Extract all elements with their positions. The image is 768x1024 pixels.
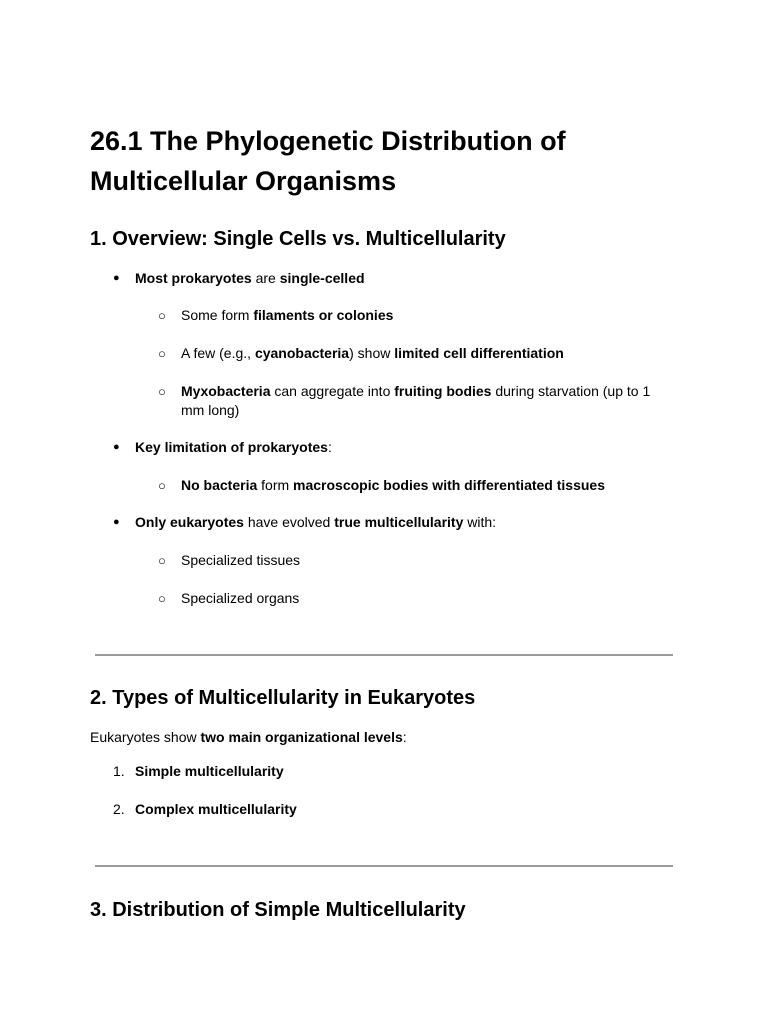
paragraph: Eukaryotes show two main organizational levels: xyxy=(90,729,407,745)
sub-bullet-marker: ○ xyxy=(158,346,166,361)
bullet-marker: ● xyxy=(113,272,120,284)
list-item: Complex multicellularity xyxy=(135,801,297,817)
list-item: Simple multicellularity xyxy=(135,763,284,779)
bullet-marker: ● xyxy=(113,516,120,528)
sub-bullet-marker: ○ xyxy=(158,553,166,568)
sub-bullet-marker: ○ xyxy=(158,591,166,606)
sub-bullet-marker: ○ xyxy=(158,384,166,399)
horizontal-rule xyxy=(95,865,673,867)
list-number: 1. xyxy=(113,763,125,779)
horizontal-rule xyxy=(95,654,673,656)
section-heading-types: 2. Types of Multicellularity in Eukaryotes xyxy=(90,687,476,709)
sub-bullet-marker: ○ xyxy=(158,478,166,493)
list-item: Specialized tissues xyxy=(181,552,301,568)
list-item: Some form filaments or colonies xyxy=(181,307,394,323)
list-item: Most prokaryotes are single-celled xyxy=(135,270,365,286)
list-item: Only eukaryotes have evolved true multicellularity with: xyxy=(135,514,497,530)
page-title: 26.1 The Phylogenetic Distribution of Multicellular Organisms xyxy=(90,126,566,196)
list-item: A few (e.g., cyanobacteria) show limited cell differentiation xyxy=(181,345,564,361)
list-item: No bacteria form macroscopic bodies with differentiated tissues xyxy=(181,477,605,493)
section-heading-overview: 1. Overview: Single Cells vs. Multicellularity xyxy=(90,228,506,250)
list-item: Specialized organs xyxy=(181,590,300,606)
list-item: Myxobacteria can aggregate into fruiting bodies during starvation (up to 1 mm long) xyxy=(181,383,651,418)
bullet-marker: ● xyxy=(113,441,120,453)
sub-bullet-marker: ○ xyxy=(158,308,166,323)
list-item: Key limitation of prokaryotes: xyxy=(135,439,332,455)
section-heading-distribution: 3. Distribution of Simple Multicellularity xyxy=(90,899,466,921)
list-number: 2. xyxy=(113,801,125,817)
